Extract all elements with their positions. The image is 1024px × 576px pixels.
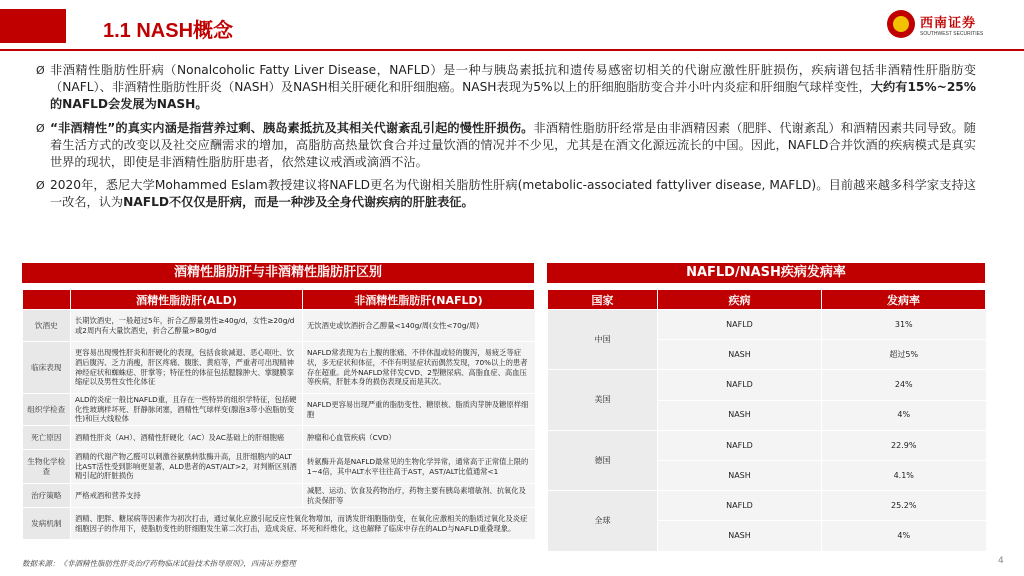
table-header-row [23, 290, 535, 310]
nafld-cell: NAFLD常表现为右上腹的胀痛、不伴休温或轻的腹泻，易疲乏等症状，多无症状和体征，不伴有明显症状而偶然发现，70%以上的患者存在超重。此外NAFLD常伴发CVD、2型糖尿病、高脂血症、高血压等疾病，肝脏本身的损伤表现反而是其次。 [303, 342, 535, 394]
intro-paragraphs [36, 62, 976, 218]
rate-cell: 超过5% [822, 340, 986, 370]
rate-cell: 4.1% [822, 460, 986, 490]
disease-cell: NASH [658, 400, 822, 430]
rate-cell: 4% [822, 400, 986, 430]
nafld-cell: NAFLD更容易出现严重的脂肪变性、糖原核、脂质肉芽肿及糖原样细胞 [303, 394, 535, 426]
ald-cell: 更容易出现慢性肝炎和肝硬化的表现，包括食欲减退、恶心呕吐、饮酒后腹泻、乏力消瘦，肝区疼痛、腹胀、黄疸等，严重者可出现精神神经症状和蜘蛛痣、肝掌等；特征性的体征包括腮腺肿大、掌腱膜挛缩症以及男性女性化体征 [71, 342, 303, 394]
table-row [23, 394, 535, 426]
country-cell: 美国 [548, 370, 658, 430]
table-header-ald: 酒精性脂肪肝(ALD) [71, 290, 303, 310]
paragraph-text: 非酒精性脂肪肝经常是由非酒精因素（肥胖、代谢紊乱）和酒精因素共同导致。随着生活方式的改变以及社交应酬需求的增加，高脂肪高热量饮食合并过量饮酒的情况并不少见，尤其是在酒文化源远流长的中国。因此，NAFLD合并饮酒的疾病模式是真实世界的现状，即使是非酒精性脂肪肝患者，依然建议戒酒或滴酒不沾。 [50, 120, 976, 170]
table-header-row [548, 290, 986, 310]
comparison-table [22, 289, 535, 540]
disease-cell: NASH [658, 460, 822, 490]
country-cell: 全球 [548, 491, 658, 551]
header-divider [0, 49, 1024, 51]
page-number: 4 [998, 556, 1004, 566]
bullet-icon: Ø [36, 64, 45, 77]
rate-cell: 24% [822, 370, 986, 400]
ald-cell: 酒精的代谢产物乙醛可以刺激谷氨酰转肽酶升高，且肝细胞内的ALT比AST活性受到影响更显著，ALD患者的AST/ALT>2，对判断区别酒精引起的肝脏损伤 [71, 450, 303, 484]
comparison-table-banner: 酒精性脂肪肝与非酒精性脂肪肝区别 [22, 263, 534, 283]
row-label: 生物化学检查 [23, 450, 71, 484]
company-logo [887, 8, 997, 46]
table-row [548, 370, 986, 400]
rate-cell: 31% [822, 310, 986, 340]
bullet-icon: Ø [36, 121, 45, 135]
paragraph-3 [36, 177, 976, 211]
mechanism-cell: 酒精、肥胖、糖尿病等因素作为初次打击，通过氧化应激引起反应性氧化物增加，而诱发肝细胞脂肪变，在氧化应激相关的脂质过氧化及炎症细胞因子的作用下，使脂肪变性的肝细胞发生第二次打击，造成炎症、坏死和纤维化，这也解释了临床中存在的ALD与NAFLD重叠现象。 [71, 508, 535, 540]
paragraph-1 [36, 62, 976, 114]
table-row [548, 430, 986, 460]
table-header-country: 国家 [548, 290, 658, 310]
disease-cell: NAFLD [658, 491, 822, 521]
rate-cell: 22.9% [822, 430, 986, 460]
ald-cell: 酒精性肝炎（AH）、酒精性肝硬化（AC）及AC基础上的肝细胞癌 [71, 426, 303, 450]
table-row [23, 426, 535, 450]
table-header-rate: 发病率 [822, 290, 986, 310]
disease-cell: NAFLD [658, 370, 822, 400]
ald-cell: 长期饮酒史，一般超过5年，折合乙醇量男性≥40g/d，女性≥20g/d 或2周内有大量饮酒史，折合乙醇量>80g/d [71, 310, 303, 342]
paragraph-text: 非酒精性脂肪性肝病（Nonalcoholic Fatty Liver Disease，NAFLD）是一种与胰岛素抵抗和遗传易感密切相关的代谢应激性肝脏损伤，疾病谱包括非酒精性肝脂肪变（NAFL）、非酒精性脂肪性肝炎（NASH）及NASH相关肝硬化和肝细胞癌。NASH表现为5%以上的肝细胞脂肪变合并小叶内炎症和肝细胞气球样变性， [50, 63, 976, 95]
table-header-blank [23, 290, 71, 310]
paragraph-2 [36, 120, 976, 172]
table-row [23, 450, 535, 484]
table-row [23, 310, 535, 342]
logo-emblem-icon [887, 10, 915, 38]
table-row [548, 491, 986, 521]
paragraph-text: 2020年，悉尼大学Mohammed Eslam教授建议将NAFLD更名为代谢相关脂肪性肝病(metabolic-associated fattyliver disease, MAFLD)。目前越来越多科学家支持这一改名，认为 [50, 178, 976, 210]
logo-chinese-name: 西南证券 [920, 16, 977, 31]
incidence-table-banner: NAFLD/NASH疾病发病率 [547, 263, 985, 283]
table-row [23, 342, 535, 394]
disease-cell: NASH [658, 521, 822, 551]
rate-cell: 4% [822, 521, 986, 551]
country-cell: 德国 [548, 430, 658, 490]
row-label: 治疗策略 [23, 484, 71, 508]
logo-english-name: SOUTHWEST SECURITIES [920, 31, 984, 37]
table-row [23, 508, 535, 540]
row-label: 发病机制 [23, 508, 71, 540]
nafld-cell: 转氨酶升高是NAFLD最常见的生物化学异常，通常高于正常值上限的1~4倍，其中ALT水平往往高于AST，AST/ALT比值通常<1 [303, 450, 535, 484]
table-header-nafld: 非酒精性脂肪肝(NAFLD) [303, 290, 535, 310]
nafld-cell: 无饮酒史或饮酒折合乙醇量<140g/周(女性<70g/周) [303, 310, 535, 342]
paragraph-bold: “非酒精性”的真实内涵是指营养过剩、胰岛素抵抗及其相关代谢紊乱引起的慢性肝损伤。 [50, 120, 534, 135]
disease-cell: NAFLD [658, 310, 822, 340]
table-row [548, 310, 986, 340]
header-accent-block [0, 9, 66, 43]
country-cell: 中国 [548, 310, 658, 370]
paragraph-bold: 大约有15%~25%的NAFLD会发展为NASH。 [50, 80, 976, 112]
incidence-table [547, 289, 986, 552]
ald-cell: ALD的炎症一般比NAFLD重，且存在一些特异的组织学特征，包括硬化性玻璃样坏死、肝静脉闭塞，酒精性气球样变(腺泡3带小泡脂肪变性)和巨大线粒体 [71, 394, 303, 426]
disease-cell: NASH [658, 340, 822, 370]
page-title: 1.1 NASH概念 [103, 20, 234, 42]
disease-cell: NAFLD [658, 430, 822, 460]
ald-cell: 严格戒酒和营养支持 [71, 484, 303, 508]
row-label: 组织学检查 [23, 394, 71, 426]
bullet-icon: Ø [36, 179, 45, 193]
table-header-disease: 疾病 [658, 290, 822, 310]
table-row [23, 484, 535, 508]
row-label: 饮酒史 [23, 310, 71, 342]
row-label: 临床表现 [23, 342, 71, 394]
rate-cell: 25.2% [822, 491, 986, 521]
nafld-cell: 减肥、运动、饮食及药物治疗，药物主要有胰岛素增敏剂、抗氧化及抗炎保肝等 [303, 484, 535, 508]
row-label: 死亡原因 [23, 426, 71, 450]
nafld-cell: 肿瘤和心血管疾病（CVD） [303, 426, 535, 450]
data-source-note: 数据来源：《非酒精性脂肪性肝炎治疗药物临床试验技术指导原则》，西南证券整理 [22, 559, 296, 568]
paragraph-bold: NAFLD不仅仅是肝病，而是一种涉及全身代谢疾病的肝脏表征。 [123, 195, 474, 210]
